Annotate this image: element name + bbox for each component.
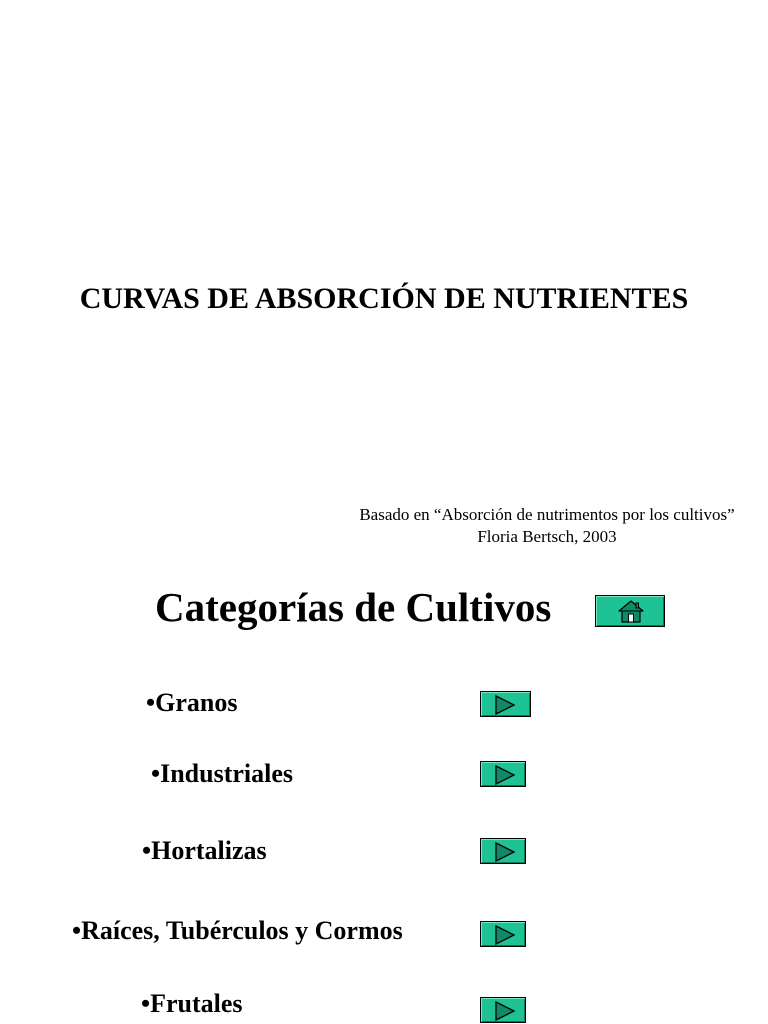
hortalizas-arrow-button[interactable] (480, 838, 526, 864)
section-title: Categorías de Cultivos (155, 584, 552, 630)
raices-arrow-button[interactable] (480, 921, 526, 947)
category-frutales: •Frutales (141, 989, 243, 1018)
home-button[interactable] (595, 595, 665, 627)
source-citation (322, 504, 768, 548)
category-industriales: •Industriales (151, 759, 294, 788)
page-title: CURVAS DE ABSORCIÓN DE NUTRIENTES (79, 282, 689, 315)
frutales-arrow-button[interactable] (480, 997, 526, 1023)
category-hortalizas: •Hortalizas (142, 836, 267, 865)
granos-arrow-button[interactable] (480, 691, 531, 717)
source-author: Floria Bertsch, 2003 (477, 527, 617, 546)
play-arrow-icon (494, 765, 516, 785)
play-arrow-icon (494, 695, 516, 715)
home-icon (618, 599, 644, 624)
category-granos: •Granos (146, 688, 238, 717)
play-arrow-icon (494, 1001, 516, 1021)
play-arrow-icon (494, 842, 516, 862)
industriales-arrow-button[interactable] (480, 761, 526, 787)
category-raices-tuberculos-cormos: •Raíces, Tubérculos y Cormos (72, 916, 403, 945)
play-arrow-icon (494, 925, 516, 945)
source-reference: Basado en “Absorción de nutrimentos por los cultivos” (359, 505, 735, 524)
